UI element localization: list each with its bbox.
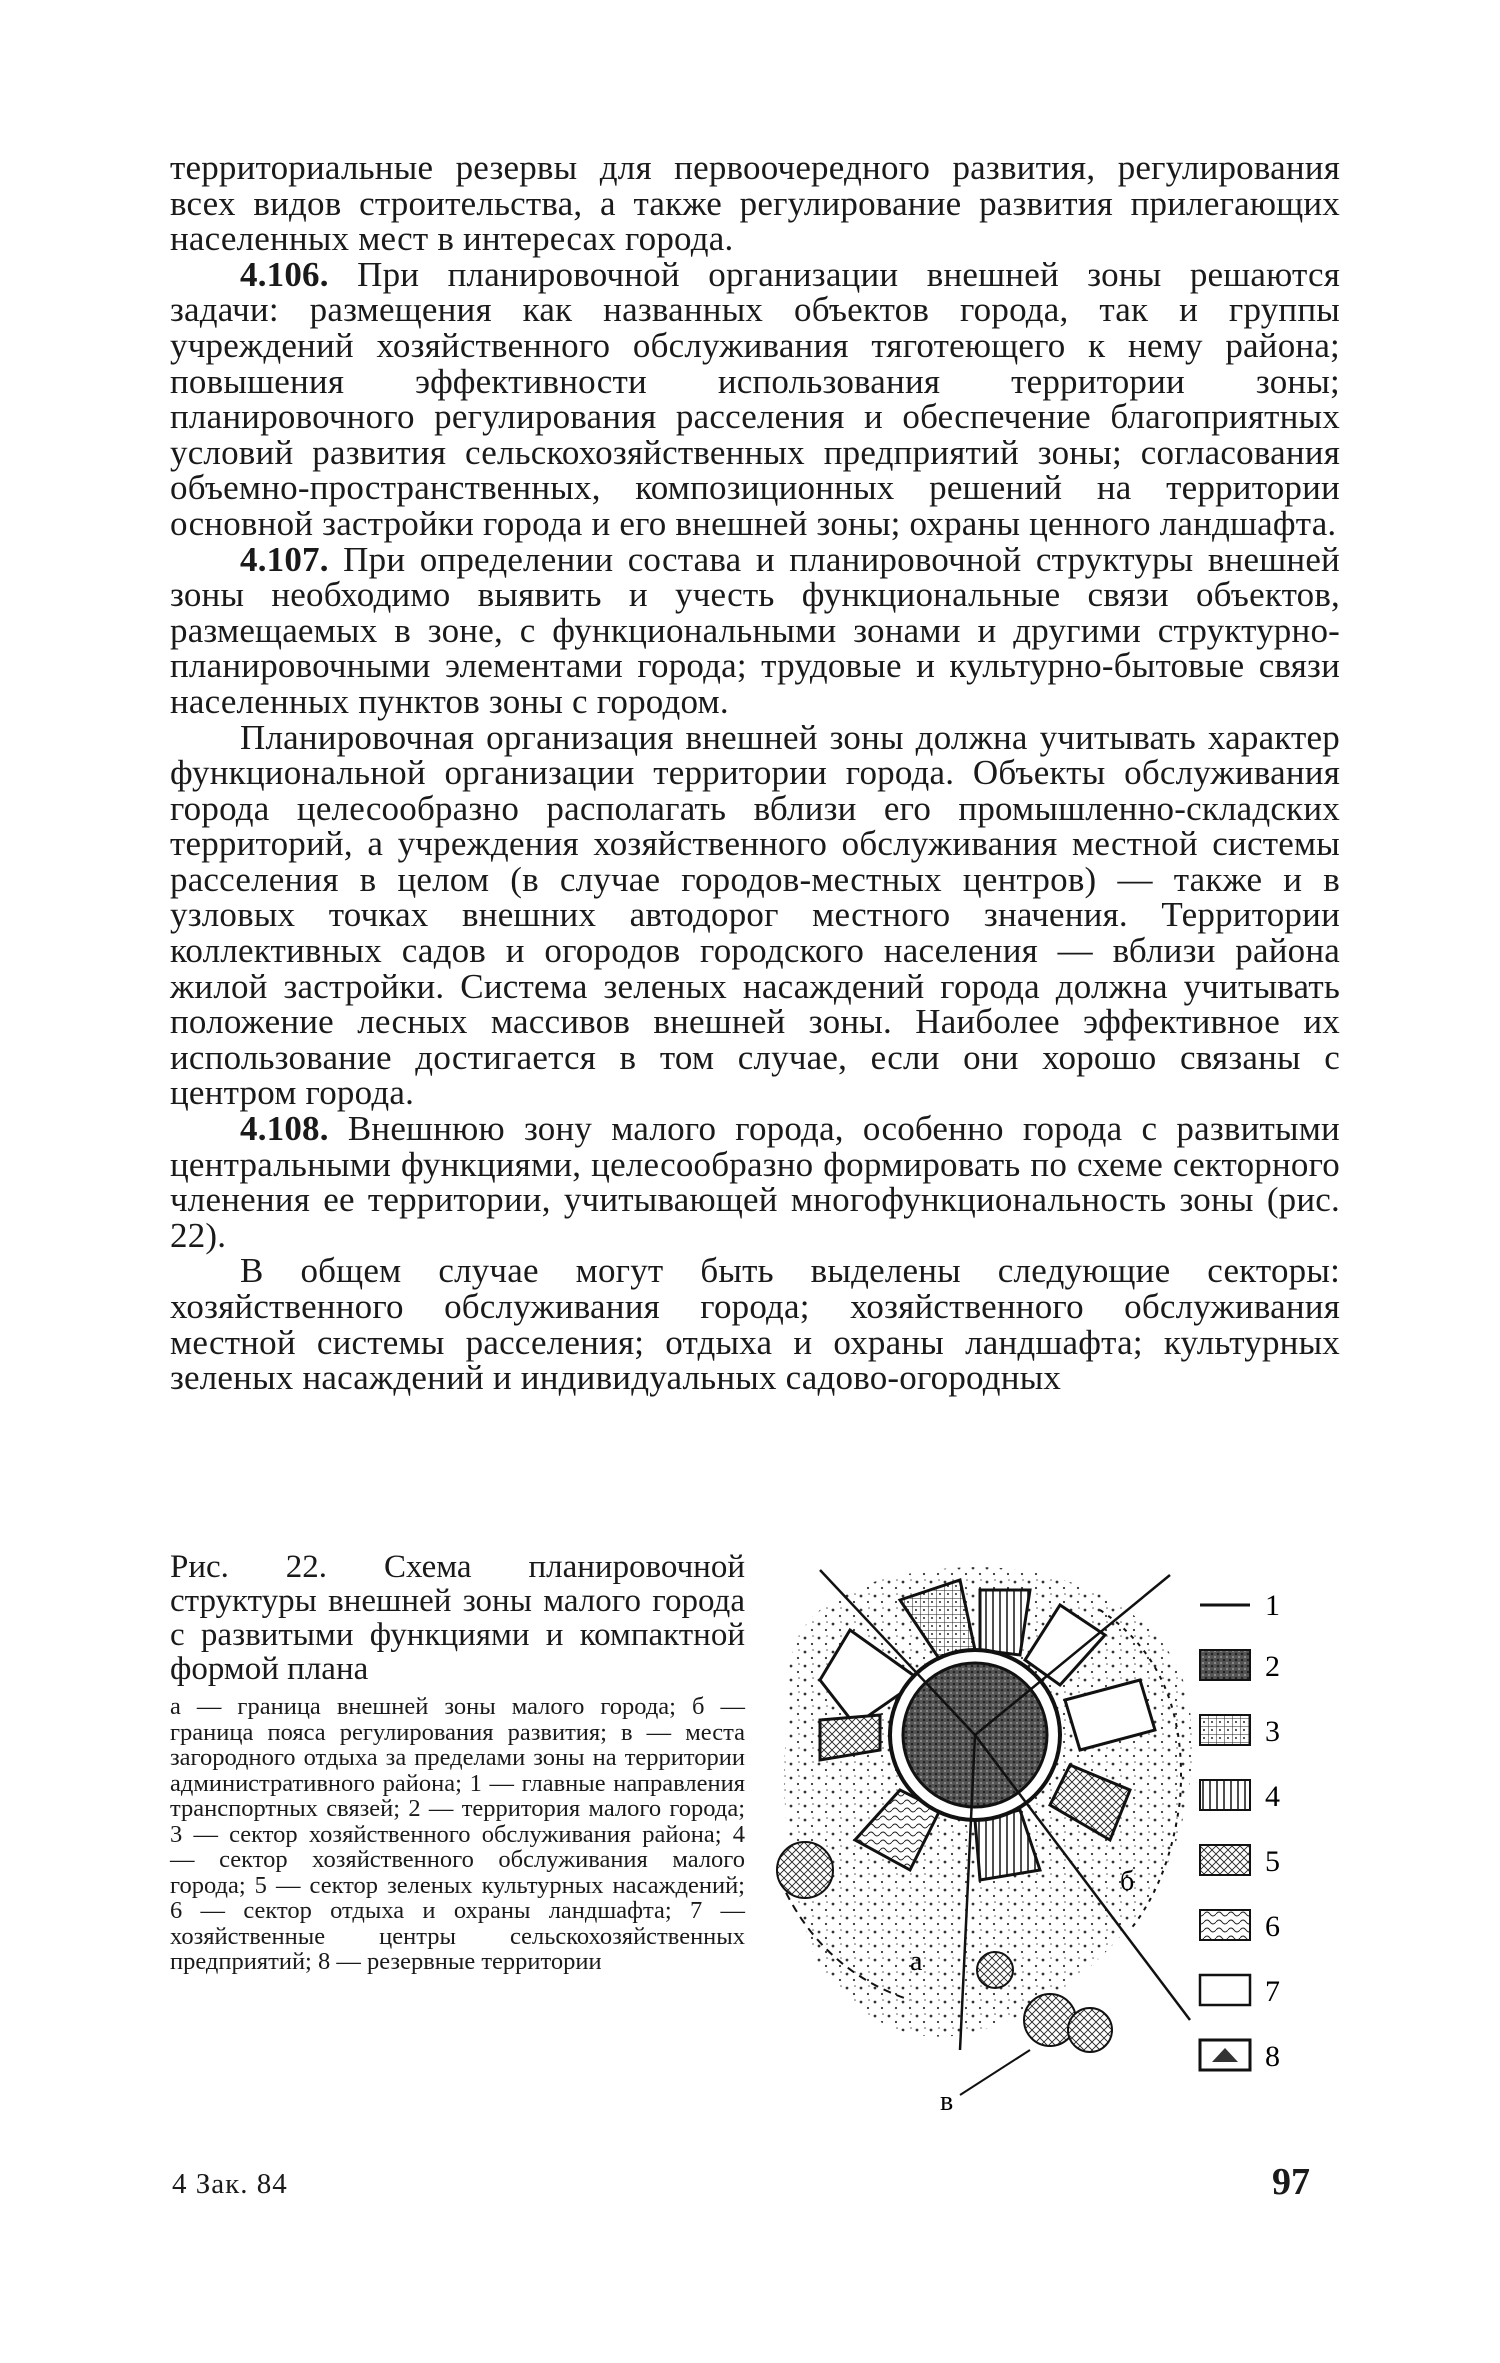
paragraph-planning: Планировочная организация внешней зоны должна учитывать характер функциональной организации территории города. Объекты обслуживания города целесообразно располагать вблизи его промышленно-складских территорий, а учреждения хозяйственного обслуживания местной системы расселения в целом (в случае городов-местных центров) — также и в узловых точках внешних автодорог местного значения. Территории коллективных садов и огородов городского населения — вблизи района жилой застройки. Система зеленых насаждений города должна учитывать положение лесных массивов внешней зоны. Наиболее эффективное их использование достигается в том случае, если они хорошо связаны с центром города. (170, 717, 1340, 1113)
legend-2: 2 (1265, 1650, 1280, 1683)
print-note: 4 Зак. 84 (172, 2168, 288, 2200)
clause-number: 4.108. (240, 1109, 329, 1149)
label-v-leader (960, 2050, 1030, 2095)
paragraph-4-106: 4.106. При планировочной организации внешней зоны решаются задачи: размещения как названных объектов города, так и группы учреждений хозяйственного обслуживания тяготеющего к нему района; повышения эффективности использования территории зоны; планировочного регулирования расселения и обеспечение благоприятных условий развития сельскохозяйственных предприятий зоны; согласования объемно-пространственных, композиционных решений на территории основной застройки города и его внешней зоны; охраны ценного ландшафта. (170, 254, 1340, 543)
legend-recreation-symbol (1200, 1910, 1250, 1940)
legend-green-symbol (1200, 1845, 1250, 1875)
paragraph-continuation: территориальные резервы для первоочередного развития, регулирования всех видов строительства, а также регулирование развития прилегающих населенных мест в интересах города. (170, 148, 1340, 259)
paragraph-4-108: 4.108. Внешнюю зону малого города, особенно города с развитыми центральными функциями, целесообразно формировать по схеме секторного членения ее территории, учитывающей многофункциональность зоны (рис. 22). (170, 1109, 1340, 1255)
label-b: б (1120, 1866, 1135, 1897)
zone-diagram (760, 1550, 1340, 2150)
legend-farm-centers-symbol (1200, 1975, 1250, 2005)
paragraph-4-107: 4.107. При определении состава и планировочной структуры внешней зоны необходимо выявить и учесть функциональные связи объектов, размещаемых в зоне, с функциональными зонами и другими структурно-планировочными элементами города; трудовые и культурно-бытовые связи населенных пунктов зоны с городом. (170, 539, 1340, 721)
label-v: в (940, 2086, 954, 2117)
legend-1: 1 (1265, 1589, 1280, 1622)
legend-city-service-symbol (1200, 1780, 1250, 1810)
clause-number: 4.106. (240, 254, 329, 294)
figure-22 (170, 1550, 1340, 2150)
legend-3: 3 (1265, 1715, 1280, 1748)
legend-8: 8 (1265, 2040, 1280, 2073)
legend-5: 5 (1265, 1845, 1280, 1878)
legend-6: 6 (1265, 1910, 1280, 1943)
figure-legend-text: а — граница внешней зоны малого города; б — граница пояса регулирования развития; в — места загородного отдыха за пределами зоны на территории административного района; 1 — главные направления транспортных связей; 2 — территория малого города; 3 — сектор хозяйственного обслуживания района; 4 — сектор хозяйственного обслуживания малого города; 5 — сектор зеленых культурных насаждений; 6 — сектор отдыха и охраны ландшафта; 7 — хозяйственные центры сельскохозяйственных предприятий; 8 — резервные территории (170, 1693, 745, 1975)
legend (1200, 1589, 1280, 2073)
page-number: 97 (1272, 2161, 1310, 2203)
clause-number: 4.107. (240, 539, 329, 579)
main-text (170, 150, 1340, 1396)
legend-7: 7 (1265, 1975, 1280, 2008)
legend-district-service-symbol (1200, 1715, 1250, 1745)
legend-city-symbol (1200, 1650, 1250, 1680)
label-a: а (910, 1946, 923, 1977)
legend-4: 4 (1265, 1780, 1280, 1813)
figure-title: Рис. 22. Схема планировочной структуры внешней зоны малого города с развитыми функциями и компактной формой плана (170, 1549, 745, 1687)
figure-caption (170, 1550, 745, 1975)
paragraph-sectors: В общем случае могут быть выделены следующие секторы: хозяйственного обслуживания города; хозяйственного обслуживания местной системы расселения; отдыха и охраны ландшафта; культурных зеленых насаждений и индивидуальных садово-огородных (170, 1251, 1340, 1398)
